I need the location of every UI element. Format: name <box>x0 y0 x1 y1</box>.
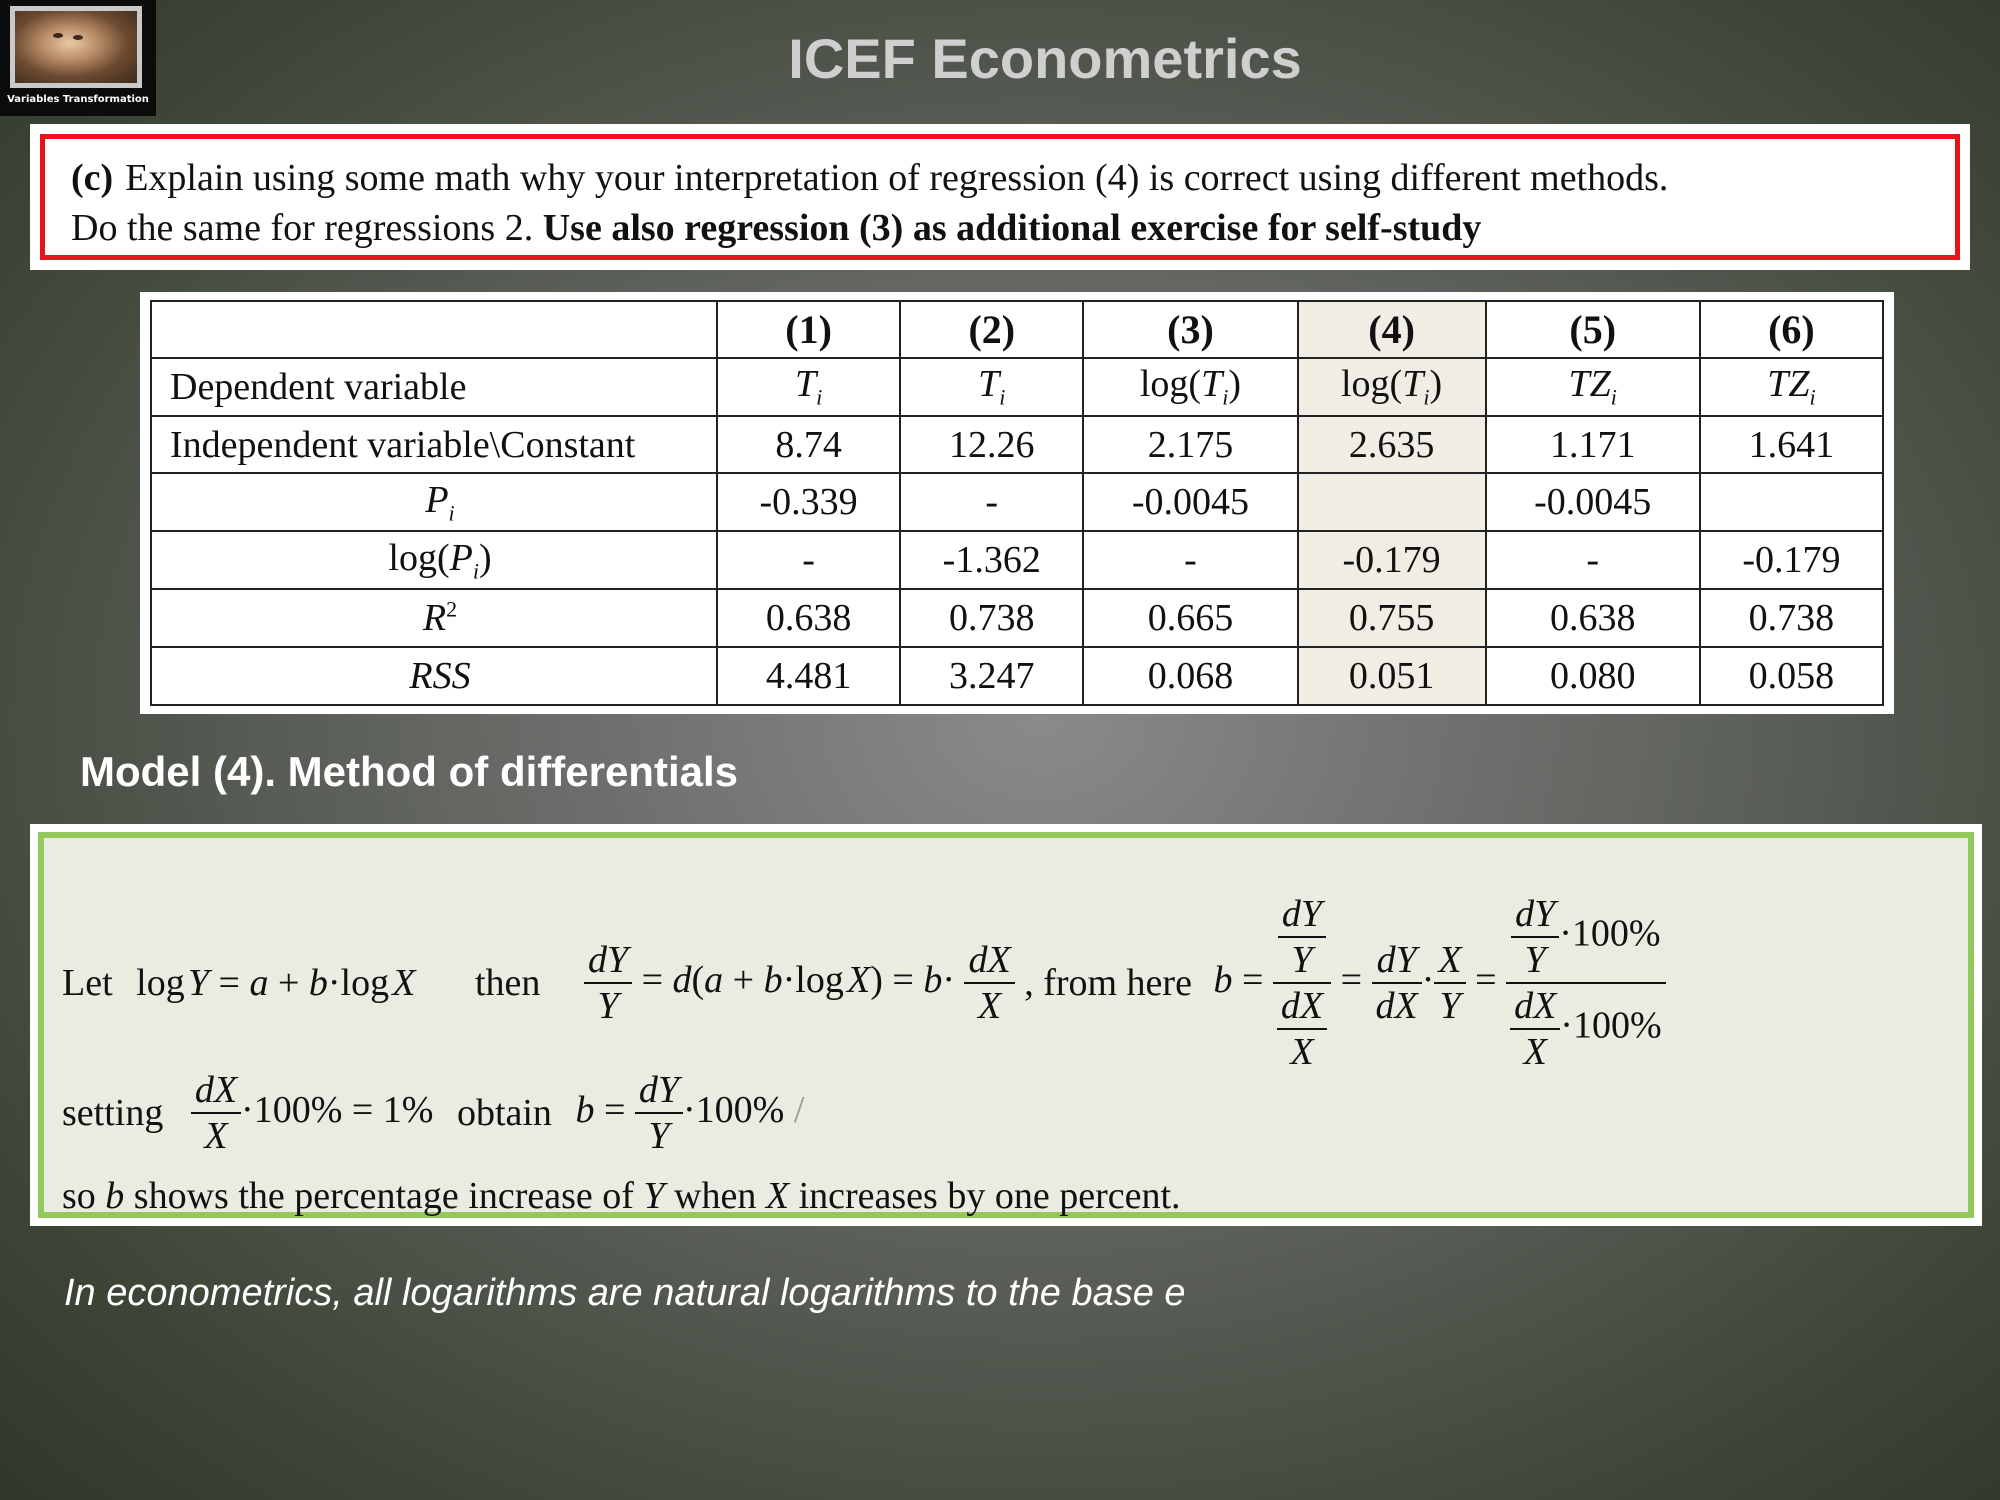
table-row <box>151 416 1883 474</box>
table-cell <box>1700 473 1883 531</box>
table-header-cell: (4) <box>1298 301 1486 358</box>
table-row <box>151 358 1883 416</box>
from-here-text: , from here <box>1024 962 1192 1004</box>
task-line-2-bold: Use also regression (3) as additional exercise for self-study <box>542 207 1482 249</box>
table-cell: $T_i$ <box>717 358 900 416</box>
table-row <box>151 473 1883 531</box>
table-cell: 8.74 <box>717 416 900 474</box>
table-cell: $T_i$ <box>900 358 1083 416</box>
table-header-cell: (1) <box>717 301 900 358</box>
then-word: then <box>475 962 541 1004</box>
logo-caption: Variables Transformation <box>7 94 149 105</box>
table-cell <box>1298 473 1486 531</box>
table-cell: -0.339 <box>717 473 900 531</box>
table-cell: - <box>1083 531 1297 589</box>
equation-setting: $\frac{dX}{X}$ ·100% = 1% <box>191 1089 443 1131</box>
table-cell: $TZ_i$ <box>1700 358 1883 416</box>
table-cell: $\log(T_i)$ <box>1298 358 1486 416</box>
let-word: Let <box>62 962 113 1004</box>
task-line-1-text: Explain using some math why your interpretation of regression (4) is correct using different methods. <box>125 157 1669 199</box>
derivation-line-1 <box>62 892 1666 1074</box>
table-cell: $TZ_i$ <box>1486 358 1700 416</box>
table-row <box>151 589 1883 647</box>
table-cell: $\log(T_i)$ <box>1083 358 1297 416</box>
row-label: Independent variable\Constant <box>151 416 717 474</box>
var-b: b <box>105 1175 125 1217</box>
setting-word: setting <box>62 1092 164 1134</box>
table-cell: 0.058 <box>1700 647 1883 705</box>
regression-table <box>150 300 1884 706</box>
page-title: ICEF Econometrics <box>788 27 1302 90</box>
derivation-box <box>38 832 1974 1218</box>
task-label: (c) <box>71 157 114 199</box>
table-cell: 1.171 <box>1486 416 1700 474</box>
table-cell: -0.0045 <box>1083 473 1297 531</box>
table-cell: 2.175 <box>1083 416 1297 474</box>
table-row <box>151 531 1883 589</box>
table-cell: 0.068 <box>1083 647 1297 705</box>
table-cell: 0.738 <box>1700 589 1883 647</box>
table-cell: -0.0045 <box>1486 473 1700 531</box>
table-row <box>151 647 1883 705</box>
table-cell: -0.179 <box>1298 531 1486 589</box>
table-header-cell <box>151 301 717 358</box>
table-cell: - <box>900 473 1083 531</box>
row-label: $\log(P_i)$ <box>151 531 717 589</box>
table-cell: 2.635 <box>1298 416 1486 474</box>
task-panel <box>30 124 1970 270</box>
equation-model: log Y = a + b·log X <box>136 962 416 1004</box>
derivation-conclusion: so b shows the percentage increase of Y when X increases by one percent. <box>62 1175 1181 1217</box>
table-cell: 3.247 <box>900 647 1083 705</box>
logo <box>0 0 156 116</box>
logo-photo <box>15 11 137 83</box>
derivation-line-2 <box>62 1068 804 1158</box>
table-header-cell: (6) <box>1700 301 1883 358</box>
row-label: Dependent variable <box>151 358 717 416</box>
percent-factor: ·100% <box>1560 1004 1662 1047</box>
table-cell: - <box>717 531 900 589</box>
table-cell: 0.080 <box>1486 647 1700 705</box>
derivation-panel <box>30 824 1982 1226</box>
table-header-cell: (2) <box>900 301 1083 358</box>
section-title: Model (4). Method of differentials <box>80 748 738 795</box>
regression-table-panel <box>140 292 1894 714</box>
equation-differential: $\frac{dY}{Y}$ = d(a + b·log X) = b· $\frac{dX}{X}$ <box>584 959 1024 1001</box>
table-cell: -1.362 <box>900 531 1083 589</box>
row-label: $P_i$ <box>151 473 717 531</box>
table-cell: 0.638 <box>1486 589 1700 647</box>
percent-factor: ·100% <box>1559 912 1661 955</box>
task-box <box>40 134 1960 260</box>
task-line-2 <box>71 203 1929 253</box>
row-label: $R^2$ <box>151 589 717 647</box>
task-line-2-text: Do the same for regressions 2. <box>71 207 543 249</box>
table-cell: 0.638 <box>717 589 900 647</box>
table-cell: 0.738 <box>900 589 1083 647</box>
footnote: In econometrics, all logarithms are natural logarithms to the base e <box>64 1272 1186 1314</box>
table-cell: 4.481 <box>717 647 900 705</box>
table-header-cell: (5) <box>1486 301 1700 358</box>
obtain-word: obtain <box>456 1092 552 1134</box>
table-cell: - <box>1486 531 1700 589</box>
var-x: X <box>765 1175 790 1217</box>
table-cell: 12.26 <box>900 416 1083 474</box>
var-y: Y <box>643 1175 665 1217</box>
table-cell: 1.641 <box>1700 416 1883 474</box>
table-header-row <box>151 301 1883 358</box>
table-cell: 0.665 <box>1083 589 1297 647</box>
table-header-cell: (3) <box>1083 301 1297 358</box>
equation-result: b = $\frac{dY}{Y}$ ·100% / <box>575 1069 805 1157</box>
equation-b-definition: b = $\frac{\frac{dY}{Y}}{\frac{dX}{X}}$ = $\frac{dY}{dX}$ · $\frac{X}{Y}$ = $\frac{dY}{Y}$ ·100% $\frac{dX}{X}$ ·100% <box>1213 959 1665 1001</box>
table-cell: -0.179 <box>1700 531 1883 589</box>
task-line-1 <box>71 153 1929 203</box>
logo-frame <box>10 6 142 88</box>
row-label: RSS <box>151 647 717 705</box>
table-cell: 0.755 <box>1298 589 1486 647</box>
table-cell: 0.051 <box>1298 647 1486 705</box>
